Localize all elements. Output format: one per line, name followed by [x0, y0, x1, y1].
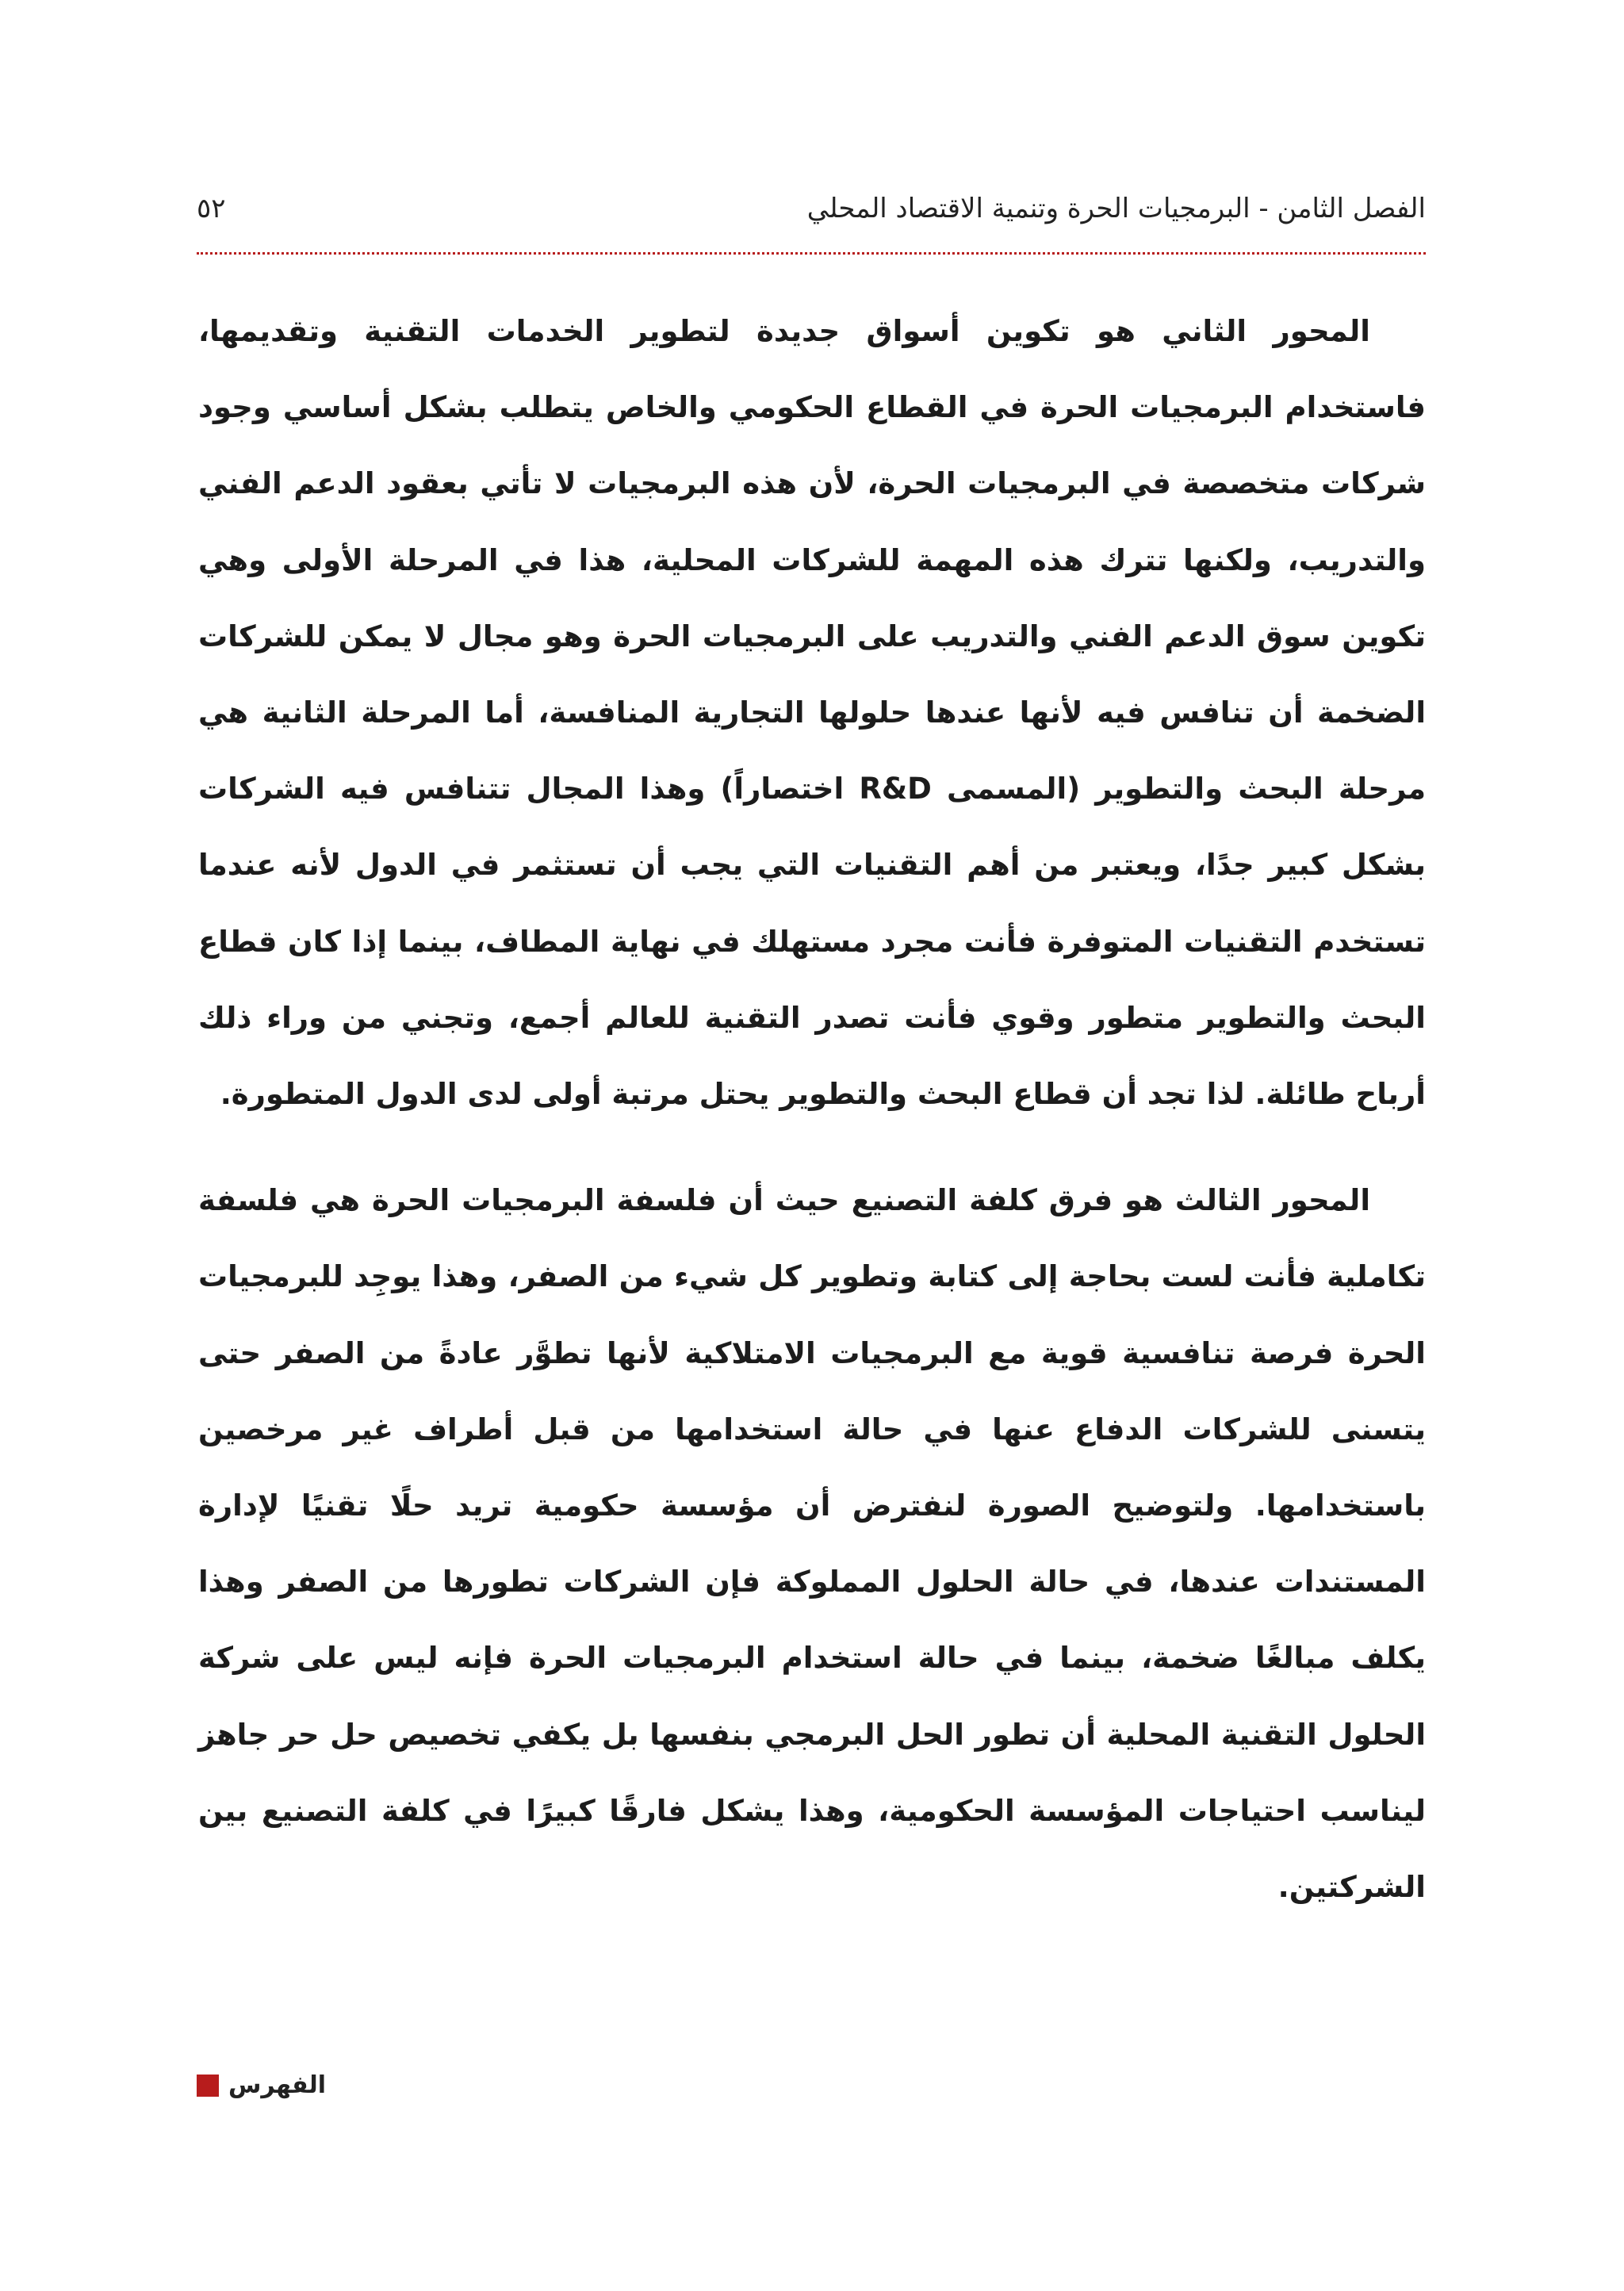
paragraph-second-axis: المحور الثاني هو تكوين أسواق جديدة لتطوير الخدمات التقنية وتقديمها، فاستخدام البرمجيات الحرة في القطاع الحكومي والخاص يتطلب بشكل أساسي وجود شركات متخصصة في البرمجيات الحرة، لأن هذه البرمجيات لا تأتي بعقود الدعم الفني والتدريب، ولكنها تترك هذه المهمة للشركات المحلية، هذا في المرحلة الأولى وهي تكوين سوق الدعم الفني والتدريب على البرمجيات الحرة وهو مجال لا يمكن للشركات الضخمة أن تنافس فيه لأنها عندها حلولها التجارية المنافسة، أما المرحلة الثانية هي مرحلة البحث والتطوير (المسمى R&D اختصاراً) وهذا المجال تتنافس فيه الشركات بشكل كبير جدًا، ويعتبر من أهم التقنيات التي يجب أن تستثمر في الدول لأنه عندما تستخدم التقنيات المتوفرة فأنت مجرد مستهلك في نهاية المطاف، بينما إذا كان قطاع البحث والتطوير متطور وقوي فأنت تصدر التقنية للعالم أجمع، وتجني من وراء ذلك أرباح طائلة. لذا تجد أن قطاع البحث والتطوير يحتل مرتبة أولى لدى الدول المتطورة.: [198, 314, 1426, 1112]
square-bullet-icon: [197, 2075, 219, 2097]
index-link-label[interactable]: الفهرس: [228, 2071, 327, 2099]
body-text: [198, 293, 1426, 1925]
header-divider: [197, 252, 1426, 255]
chapter-title: الفصل الثامن - البرمجيات الحرة وتنمية الاقتصاد المحلي: [806, 193, 1426, 224]
running-header: [197, 181, 1426, 236]
paragraph-third-axis: المحور الثالث هو فرق كلفة التصنيع حيث أن فلسفة البرمجيات الحرة هي فلسفة تكاملية فأنت لست بحاجة إلى كتابة وتطوير كل شيء من الصفر، وهذا يوجِد للبرمجيات الحرة فرصة تنافسية قوية مع البرمجيات الامتلاكية لأنها تطوَّر عادةً من الصفر حتى يتسنى للشركات الدفاع عنها في حالة استخدامها من قبل أطراف غير مرخصين باستخدامها. ولتوضيح الصورة لنفترض أن مؤسسة حكومية تريد حلًا تقنيًا لإدارة المستندات عندها، في حالة الحلول المملوكة فإن الشركات تطورها من الصفر وهذا يكلف مبالغًا ضخمة، بينما في حالة استخدام البرمجيات الحرة فإنه ليس على شركة الحلول التقنية المحلية أن تطور الحل البرمجي بنفسها بل يكفي تخصيص حل حر جاهز ليناسب احتياجات المؤسسة الحكومية، وهذا يشكل فارقًا كبيرًا في كلفة التصنيع بين الشركتين.: [198, 1183, 1426, 1905]
page-number: ٥٢: [197, 193, 226, 224]
index-link[interactable]: [197, 2071, 326, 2099]
